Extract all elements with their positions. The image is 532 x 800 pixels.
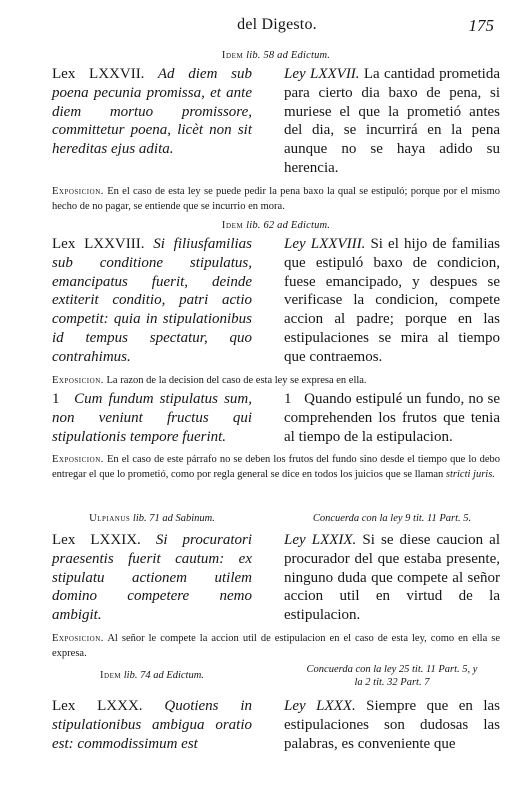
exposition-label: Exposicion. [52,374,104,386]
spanish-text: Siempre que en las estipulaciones son dudosas las palabras, es conveniente que [284,698,501,752]
spanish-law-number: Ley LXXX. [284,698,356,714]
parallel-columns [52,65,500,178]
spanish-paragraph-number: 1 [284,391,292,407]
source-author: Idem [221,220,244,231]
latin-column [52,531,252,625]
exposition [52,184,500,214]
spanish-law-number: Ley LXXVII. [284,66,360,82]
parallel-columns [52,697,500,753]
source-reference-row [52,663,500,689]
concordance-line-1: Concuerda con la ley 25 tit. 11 Part. 5, y [306,664,478,675]
source-book: lib. 62 ad Edictum. [246,220,331,231]
latin-source-reference [52,663,252,689]
latin-column [52,390,252,446]
source-book: lib. 71 ad Sabinum. [132,513,215,524]
spanish-text: Si se diese caucion al procurador del que estaba presente, ninguno duda que compete al señor accion util en virtud de la estipulacion. [284,532,500,624]
spanish-column [284,390,500,446]
latin-column [52,697,252,753]
concordance-reference: Concuerda con la ley 9 tit. 11 Part. 5. [312,513,472,524]
spanish-text: Si el hijo de familias que estipuló baxo de condicion, fuese emancipado, y despues se verificase la condicion, compete accion al padre; porque en las estipulaciones se mira al tiempo que contraemos. [284,236,500,365]
spanish-column [284,235,500,367]
latin-column [52,65,252,178]
exposition-italic-term: stricti juris. [445,469,495,481]
spanish-text: Quando estipulé un fundo, no se comprehenden los frutos que tenia al tiempo de la estipulacion. [284,391,501,445]
spanish-law-number: Ley LXXVIII. [284,236,366,252]
latin-text: Ad diem sub poena pecunia promissa, et ante diem mortuo promissore, committetur poena, licèt non sit hereditas ejus adita. [52,66,252,158]
section-paragraph-1 [52,390,500,482]
parallel-columns [52,390,500,446]
latin-law-number: Lex LXXIX. [52,532,141,548]
exposition-label: Exposicion. [52,185,104,197]
exposition-text: Al señor le compete la accion util de estipulacion en el caso de esta ley, como en ella se expresa. [52,632,501,659]
source-author: Ulpianus [89,513,131,524]
latin-law-number: Lex LXXX. [52,698,143,714]
concordance-reference [284,663,500,689]
latin-text: Si filiusfamilias sub conditione stipulatus, emancipatus fuerit, deinde extiterit conditio, patri actio competit: quia in stipulationibus id tempus spectatur, quo contrahimus. [52,236,253,365]
latin-column [52,235,252,367]
source-reference [52,50,500,61]
latin-text: Cum fundum stipulatus sum, non veniunt fructus qui stipulationis tempore fuerint. [52,391,253,445]
exposition [52,373,500,388]
section-lex-77 [52,50,500,214]
exposition-text: En el caso de esta ley se puede pedir la pena baxo la qual se estipuló; porque por el mismo hecho de no pagar, se entiende que se incurrio en mora. [52,185,500,212]
exposition-label: Exposicion. [52,632,104,644]
section-lex-79 [52,512,500,661]
section-lex-80 [52,663,500,753]
latin-text: Quotiens in stipulationibus ambigua oratio est: commodissimum est [52,698,252,752]
parallel-columns [52,531,500,625]
source-author: Idem [100,670,122,681]
section-lex-78 [52,220,500,388]
latin-law-number: Lex LXXVIII. [52,236,145,252]
spanish-text: La cantidad prometida para cierto dia baxo de pena, si muriese el que la prometió antes del dia, se incurrirá en la pena aunque no se haya adido su herencia. [284,66,500,176]
parallel-columns [52,235,500,367]
source-author: Idem [221,50,244,61]
spanish-column [284,531,500,625]
page-header [50,16,504,40]
spanish-column [284,697,500,753]
latin-law-number: Lex LXXVII. [52,66,145,82]
source-book: lib. 74 ad Edictum. [123,670,204,681]
latin-text: Si procuratori praesentis fuerit cautum: ex stipulatu actionem utilem domino competere nemo ambigit. [52,532,252,624]
exposition-text: La razon de la decision del caso de esta ley se expresa en ella. [106,374,367,386]
source-reference [52,220,500,231]
spanish-column [284,65,500,178]
exposition [52,631,500,661]
exposition [52,452,500,482]
latin-source-reference [52,512,252,525]
exposition-text: En el caso de este párrafo no se deben los frutos del fundo sino desde el tiempo que lo debo entregar el que lo prometió, como por regla general se dice en todos los juicios que se llaman [52,454,500,481]
source-reference-row [52,512,500,525]
page-number: 175 [468,16,494,35]
concordance-line-2: la 2 tit. 32 Part. 7 [354,677,430,688]
latin-paragraph-number: 1 [52,391,60,407]
spanish-law-number: Ley LXXIX. [284,532,357,548]
running-title: del Digesto. [237,16,317,33]
source-book: lib. 58 ad Edictum. [246,50,331,61]
exposition-label: Exposicion. [52,454,104,466]
